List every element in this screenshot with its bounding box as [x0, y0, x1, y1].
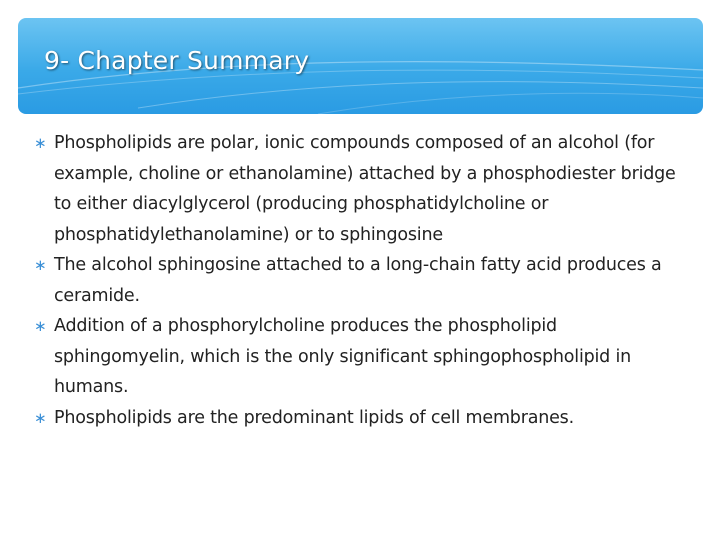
- bullet-item: [34, 128, 684, 250]
- bullet-item: [34, 250, 684, 311]
- bullet-text: The alcohol sphingosine attached to a long-chain fatty acid produces a ceramide.: [54, 255, 662, 306]
- title-banner: [18, 18, 703, 114]
- bullet-text: Addition of a phosphorylcholine produces the phospholipid sphingomyelin, which is the only significant sphingophospholipid in humans.: [54, 316, 632, 397]
- bullet-asterisk-icon: ∗: [34, 317, 47, 335]
- bullet-item: [34, 311, 684, 403]
- bullet-asterisk-icon: ∗: [34, 256, 47, 274]
- slide-title: 9- Chapter Summary: [44, 46, 310, 75]
- bullet-asterisk-icon: ∗: [34, 134, 47, 152]
- bullet-item: [34, 403, 684, 434]
- bullet-text: Phospholipids are polar, ionic compounds composed of an alcohol (for example, choline or ethanolamine) attached by a phosphodiester bridge to either diacylglycerol (producing phosphatidylcholine or phosphatidylethanolamine) or to sphingosine: [54, 133, 676, 245]
- bullet-asterisk-icon: ∗: [34, 408, 47, 427]
- bullet-text: Phospholipids are the predominant lipids of cell membranes.: [54, 407, 574, 428]
- bullet-list: [34, 128, 684, 433]
